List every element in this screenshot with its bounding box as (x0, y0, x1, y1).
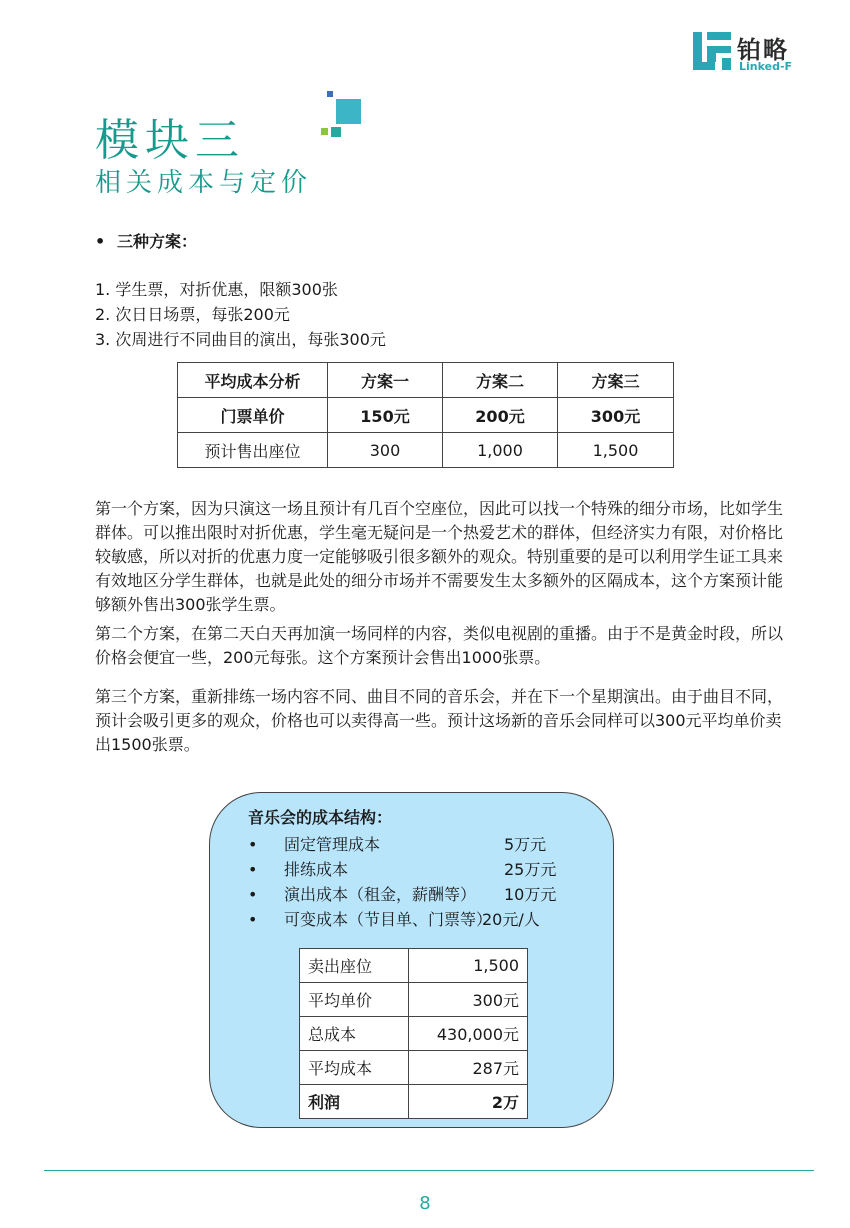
page-number: 8 (419, 1193, 431, 1214)
bullet-icon: • (248, 835, 258, 854)
table-cell: 300元 (558, 398, 674, 433)
table-cell: 平均成本 (300, 1051, 409, 1085)
table-row (300, 1085, 528, 1119)
cost-structure-heading: 音乐会的成本结构： (248, 808, 393, 827)
brand-logo (693, 30, 813, 76)
table-cell: 门票单价 (178, 398, 328, 433)
table-cell: 300元 (409, 983, 528, 1017)
table-row (300, 1051, 528, 1085)
table-cell: 1,000 (443, 433, 558, 468)
cost-item-amount: 20元/人 (482, 910, 540, 929)
section-heading: • 三种方案： (95, 232, 198, 251)
cost-item (248, 832, 380, 855)
table-row (178, 398, 674, 433)
option-item: 1. 学生票，对折优惠，限额300张 (95, 280, 338, 299)
paragraph: 第一个方案，因为只演这一场且预计有几百个空座位，因此可以找一个特殊的细分市场，比如学生群体。可以推出限时对折优惠，学生毫无疑问是一个热爱艺术的群体，但经济实力有限，对价格比较敏感，所以对折的优惠力度一定能够吸引很多额外的观众。特别重要的是可以利用学生证工具来有效地区分学生群体，也就是此处的细分市场并不需要发生太多额外的区隔成本，这个方案预计能够额外售出300张学生票。 (95, 499, 784, 614)
logo-name-en: Linked-F (739, 60, 793, 73)
decor-square (336, 99, 361, 124)
table-cell: 200元 (443, 398, 558, 433)
decor-square (321, 128, 328, 135)
table-cell: 卖出座位 (300, 949, 409, 983)
bullet-icon: • (248, 860, 258, 879)
paragraph: 第三个方案，重新排练一场内容不同、曲目不同的音乐会，并在下一个星期演出。由于曲目不同，预计会吸引更多的观众，价格也可以卖得高一些。预计这场新的音乐会同样可以300元平均单价卖出1500张票。 (95, 687, 784, 754)
cost-item (248, 907, 492, 930)
cost-item-amount: 5万元 (504, 835, 547, 854)
table-cell: 300 (328, 433, 443, 468)
pricing-table (177, 362, 674, 468)
table-cell: 平均单价 (300, 983, 409, 1017)
table-cell: 150元 (328, 398, 443, 433)
table-row (300, 983, 528, 1017)
table-cell: 利润 (300, 1085, 409, 1119)
table-row (300, 949, 528, 983)
bullet-icon: • (248, 910, 258, 929)
cost-item-label: 演出成本（租金，薪酬等） (284, 885, 477, 904)
table-cell: 总成本 (300, 1017, 409, 1051)
decor-square (327, 91, 333, 97)
cost-item-amount: 10万元 (504, 885, 557, 904)
cost-item (248, 857, 348, 880)
table-row (300, 1017, 528, 1051)
module-subtitle: 相关成本与定价 (95, 168, 313, 198)
table-header-cell: 平均成本分析 (178, 363, 328, 398)
table-header-cell: 方案一 (328, 363, 443, 398)
bullet-icon: • (95, 232, 106, 251)
option-item: 2. 次日日场票，每张200元 (95, 305, 290, 324)
table-header-cell: 方案二 (443, 363, 558, 398)
cost-item-amount: 25万元 (504, 860, 557, 879)
table-cell: 1,500 (558, 433, 674, 468)
cost-item-label: 可变成本（节目单、门票等） (284, 910, 493, 929)
paragraph: 第二个方案，在第二天白天再加演一场同样的内容，类似电视剧的重播。由于不是黄金时段，所以价格会便宜一些，200元每张。这个方案预计会售出1000张票。 (95, 624, 784, 667)
table-cell: 287元 (409, 1051, 528, 1085)
module-title: 模块三 (95, 115, 245, 166)
bullet-icon: • (248, 885, 258, 904)
table-row (178, 433, 674, 468)
cost-item-label: 固定管理成本 (284, 835, 381, 854)
table-cell: 预计售出座位 (178, 433, 328, 468)
cost-summary-table (299, 948, 528, 1119)
cost-item-label: 排练成本 (284, 860, 349, 879)
footer-divider (44, 1170, 814, 1171)
logo-mark-icon (693, 32, 731, 70)
table-header-row (178, 363, 674, 398)
decor-square (331, 127, 341, 137)
table-cell: 2万 (409, 1085, 528, 1119)
cost-item (248, 882, 476, 905)
table-header-cell: 方案三 (558, 363, 674, 398)
logo-name-cn: 铂略 (737, 36, 789, 64)
option-item: 3. 次周进行不同曲目的演出，每张300元 (95, 330, 386, 349)
table-cell: 1,500 (409, 949, 528, 983)
table-cell: 430,000元 (409, 1017, 528, 1051)
